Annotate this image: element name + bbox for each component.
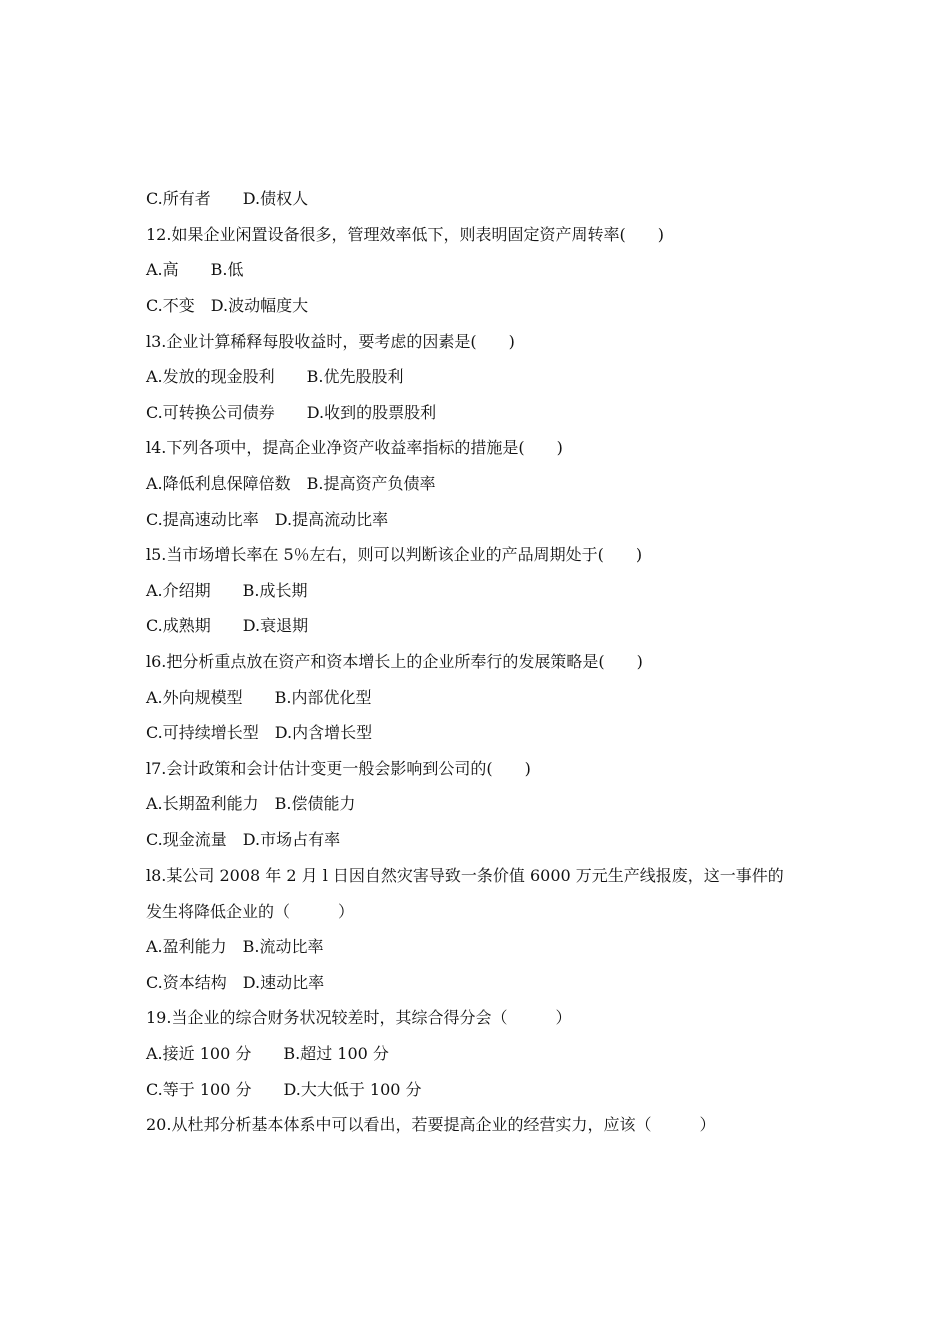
answer-options-line: C.等于 100 分 D.大大低于 100 分 xyxy=(146,1080,422,1099)
answer-options-line: A.接近 100 分 B.超过 100 分 xyxy=(146,1044,389,1063)
question-14: l4.下列各项中，提高企业净资产收益率指标的措施是( ) xyxy=(146,438,563,457)
question-16: l6.把分析重点放在资产和资本增长上的企业所奉行的发展策略是( ) xyxy=(146,652,643,671)
question-13: l3.企业计算稀释每股收益时，要考虑的因素是( ) xyxy=(146,332,515,351)
question-18: l8.某公司 2008 年 2 月 l 日因自然灾害导致一条价值 6000 万元生产线报废，这一事件的 xyxy=(146,866,784,885)
answer-options-line: A.长期盈利能力 B.偿债能力 xyxy=(146,794,356,813)
question-17: l7.会计政策和会计估计变更一般会影响到公司的( ) xyxy=(146,759,531,778)
answer-options-line: A.外向规模型 B.内部优化型 xyxy=(146,688,372,707)
answer-options-line: C.不变 D.波动幅度大 xyxy=(146,296,309,315)
answer-options-line: C.资本结构 D.速动比率 xyxy=(146,973,325,992)
question-15: l5.当市场增长率在 5％左右，则可以判断该企业的产品周期处于( ) xyxy=(146,545,643,564)
answer-options-line: A.介绍期 B.成长期 xyxy=(146,581,308,600)
question-19: 19.当企业的综合财务状况较差时，其综合得分会（ ） xyxy=(146,1008,572,1027)
answer-options-line: C.可转换公司债券 D.收到的股票股利 xyxy=(146,403,437,422)
answer-options-line: C.成熟期 D.衰退期 xyxy=(146,616,309,635)
answer-options-line: A.降低利息保障倍数 B.提高资产负债率 xyxy=(146,474,436,493)
question-20: 20.从杜邦分析基本体系中可以看出，若要提高企业的经营实力，应该（ ） xyxy=(146,1115,716,1134)
question-12: 12.如果企业闲置设备很多，管理效率低下，则表明固定资产周转率( ) xyxy=(146,225,664,244)
answer-options-line: A.高 B.低 xyxy=(146,260,244,279)
answer-options-line: A.发放的现金股利 B.优先股股利 xyxy=(146,367,404,386)
answer-options-line: C.所有者 D.债权人 xyxy=(146,189,309,208)
answer-options-line: C.提高速动比率 D.提高流动比率 xyxy=(146,510,389,529)
answer-options-line: C.现金流量 D.市场占有率 xyxy=(146,830,341,849)
answer-options-line: A.盈利能力 B.流动比率 xyxy=(146,937,324,956)
answer-options-line: C.可持续增长型 D.内含增长型 xyxy=(146,723,373,742)
question-18-continued: 发生将降低企业的（ ） xyxy=(146,902,355,921)
